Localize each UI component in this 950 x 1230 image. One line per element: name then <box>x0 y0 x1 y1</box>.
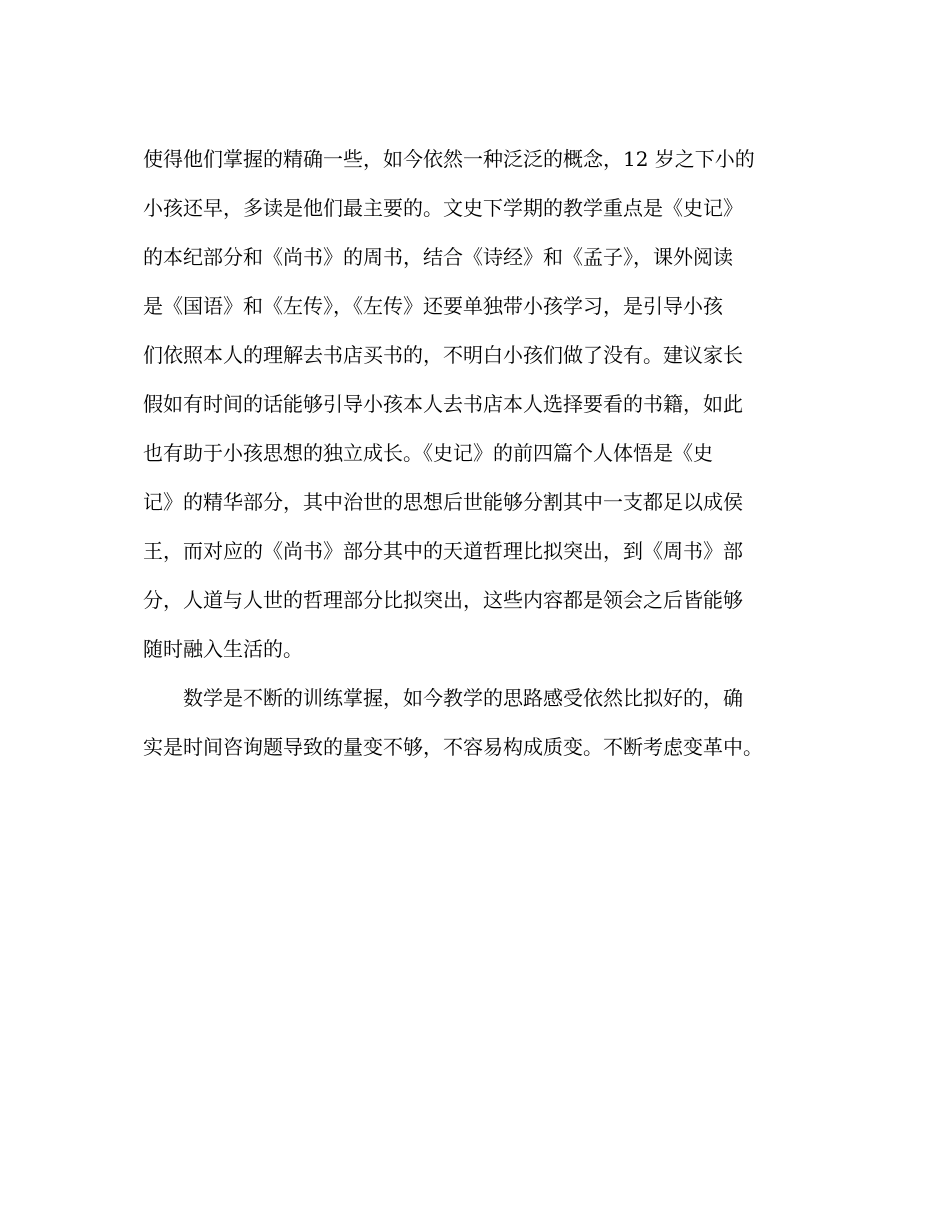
text-line: 们依照本人的理解去书店买书的，不明白小孩们做了没有。建议家长 <box>143 343 743 367</box>
text-line: 实是时间咨询题导致的量变不够，不容易构成质变。不断考虑变革中。 <box>143 735 763 759</box>
text-line: 是《国语》和《左传》，《左传》还要单独带小孩学习，是引导小孩 <box>143 294 723 318</box>
paragraph-start-line: 数学是不断的训练掌握，如今教学的思路感受依然比拟好的，确 <box>143 686 743 710</box>
text-line: 随时融入生活的。 <box>143 637 303 661</box>
text-line: 也有助于小孩思想的独立成长。《史记》的前四篇个人体悟是《史 <box>143 441 713 465</box>
text-line: 记》的精华部分，其中治世的思想后世能够分割其中一支都足以成侯 <box>143 490 743 514</box>
text-line: 王，而对应的《尚书》部分其中的天道哲理比拟突出，到《周书》部 <box>143 539 743 563</box>
text-line: 使得他们掌握的精确一些，如今依然一种泛泛的概念，12 岁之下小的 <box>143 147 755 171</box>
body-text <box>143 135 813 772</box>
text-line: 小孩还早，多读是他们最主要的。文史下学期的教学重点是《史记》 <box>143 196 743 220</box>
text-line: 假如有时间的话能够引导小孩本人去书店本人选择要看的书籍，如此 <box>143 392 743 416</box>
text-line: 的本纪部分和《尚书》的周书，结合《诗经》和《孟子》，课外阅读 <box>143 245 733 269</box>
text-line: 分，人道与人世的哲理部分比拟突出，这些内容都是领会之后皆能够 <box>143 588 743 612</box>
